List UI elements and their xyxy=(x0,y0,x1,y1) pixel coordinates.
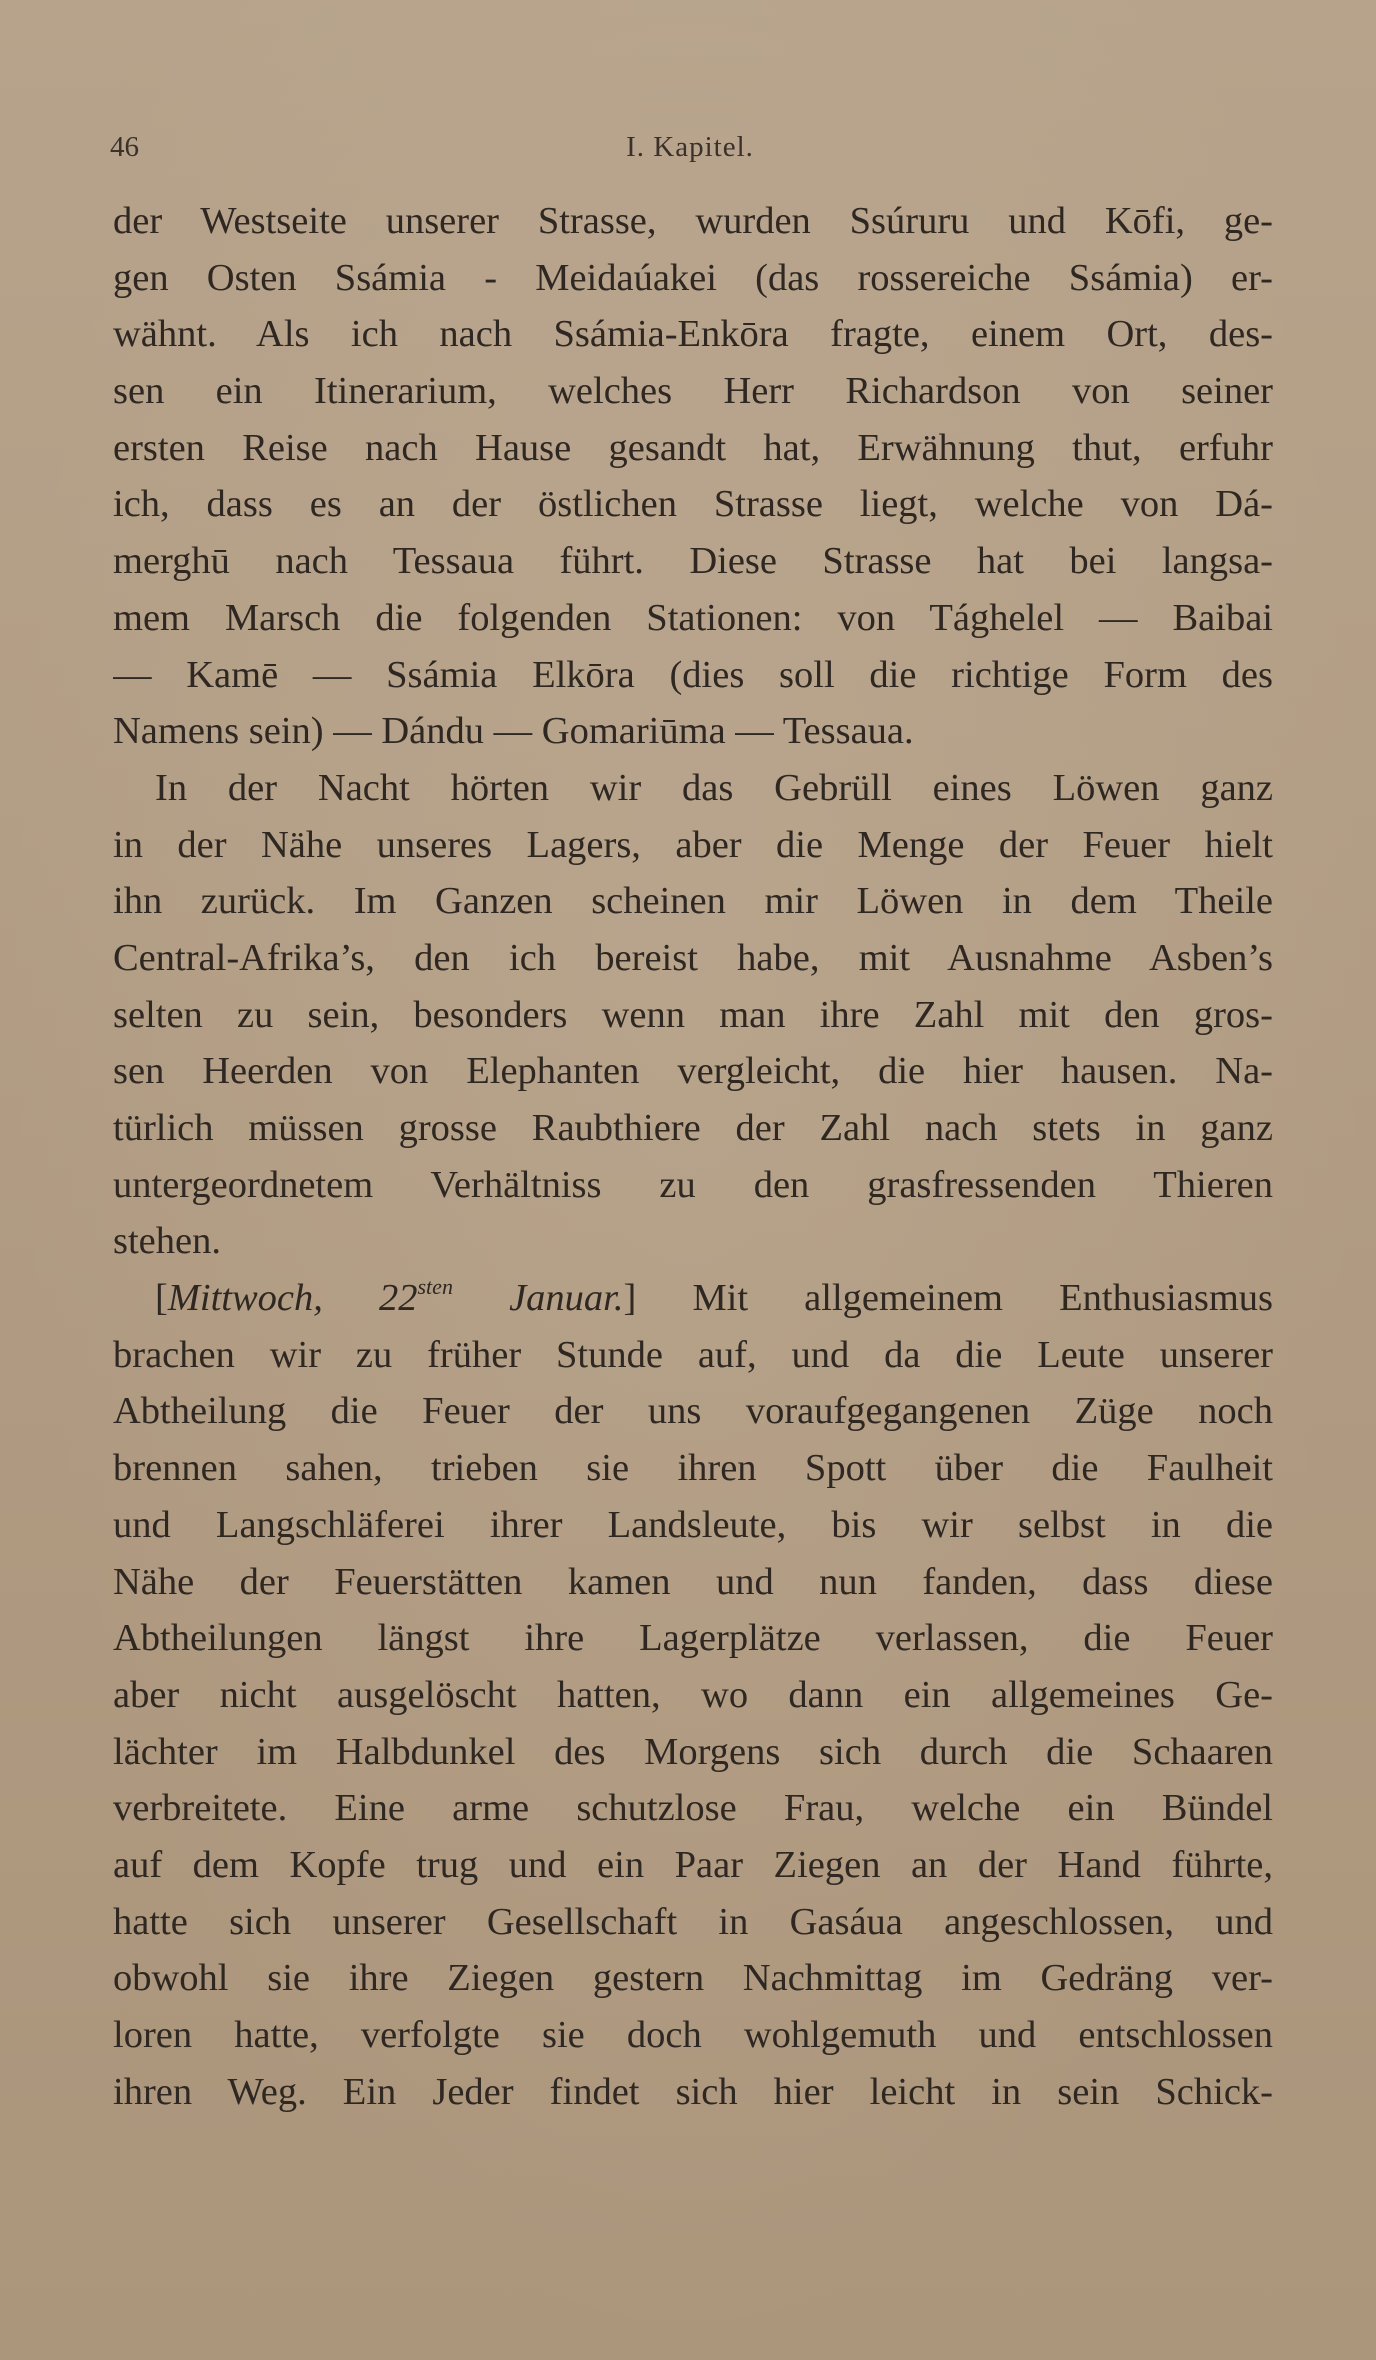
date-day-suffix: sten xyxy=(417,1274,453,1300)
text-line: ich, dass es an der östlichen Strasse liegt, welche von Dá- xyxy=(113,483,1273,526)
text-line: In der Nacht hörten wir das Gebrüll eines Löwen ganz xyxy=(155,766,1273,809)
text-line: gen Osten Ssámia - Meidaúakei (das rossereiche Ssámia) er- xyxy=(113,256,1273,299)
date-bracket-open: [ xyxy=(155,1277,168,1320)
date-bracket-close: ] xyxy=(623,1277,637,1320)
paragraph-3 xyxy=(113,1270,1273,2120)
text-line: aber nicht ausgelöscht hatten, wo dann ein allgemeines Ge- xyxy=(113,1673,1273,1716)
text-line: untergeordnetem Verhältniss zu den grasfressenden Thieren xyxy=(113,1163,1273,1206)
text-line: ihren Weg. Ein Jeder findet sich hier leicht in sein Schick- xyxy=(113,2070,1273,2113)
text-line: loren hatte, verfolgte sie doch wohlgemuth und entschlossen xyxy=(113,2014,1273,2056)
text-line: brachen wir zu früher Stunde auf, und da die Leute unserer xyxy=(113,1333,1273,1376)
text-line: türlich müssen grosse Raubthiere der Zahl nach stets in ganz xyxy=(113,1107,1273,1149)
chapter-title: I. Kapitel. xyxy=(626,131,754,163)
text-line: auf dem Kopfe trug und ein Paar Ziegen an der Hand führte, xyxy=(113,1843,1273,1886)
text-line: wähnt. Als ich nach Ssámia-Enkōra fragte, einem Ort, des- xyxy=(113,313,1273,356)
page-number: 46 xyxy=(110,131,139,163)
text-line: sen Heerden von Elephanten vergleicht, die hier hausen. Na- xyxy=(113,1050,1273,1093)
text-line: der Westseite unserer Strasse, wurden Ssúruru und Kōfi, ge- xyxy=(113,200,1273,242)
paragraph-2 xyxy=(113,760,1273,1270)
text-line: brennen sahen, trieben sie ihren Spott über die Faulheit xyxy=(113,1447,1273,1490)
text-line: Namens sein) — Dándu — Gomariūma — Tessaua. xyxy=(113,710,914,753)
text-line: — Kamē — Ssámia Elkōra (dies soll die richtige Form des xyxy=(113,653,1273,696)
text-line: selten zu sein, besonders wenn man ihre Zahl mit den gros- xyxy=(113,993,1273,1036)
date-day: $22^{sten}$ xyxy=(379,1274,453,1320)
text-fragment: Mit allgemeinem Enthusiasmus xyxy=(692,1277,1273,1320)
text-line: sen ein Itinerarium, welches Herr Richardson von seiner xyxy=(113,370,1273,413)
text-line: Abtheilungen längst ihre Lagerplätze verlassen, die Feuer xyxy=(113,1617,1273,1660)
paragraph-1 xyxy=(113,193,1273,760)
date-weekday: Mittwoch, xyxy=(167,1277,323,1320)
text-line: Central-Afrika’s, den ich bereist habe, mit Ausnahme Asben’s xyxy=(113,936,1273,979)
running-header xyxy=(110,131,1270,171)
date-month: Januar. xyxy=(509,1277,624,1320)
text-line: merghū nach Tessaua führt. Diese Strasse hat bei langsa- xyxy=(113,540,1273,583)
text-line: ersten Reise nach Hause gesandt hat, Erwähnung thut, erfuhr xyxy=(113,426,1273,469)
text-line: ihn zurück. Im Ganzen scheinen mir Löwen in dem Theile xyxy=(113,880,1273,923)
text-line: Abtheilung die Feuer der uns voraufgegangenen Züge noch xyxy=(113,1390,1273,1433)
text-line: mem Marsch die folgenden Stationen: von Tághelel — Baibai xyxy=(113,596,1273,639)
text-line: Nähe der Feuerstätten kamen und nun fanden, dass diese xyxy=(113,1560,1273,1603)
text-line: verbreitete. Eine arme schutzlose Frau, welche ein Bündel xyxy=(113,1787,1273,1830)
text-line: und Langschläferei ihrer Landsleute, bis wir selbst in die xyxy=(113,1503,1273,1546)
text-line: obwohl sie ihre Ziegen gestern Nachmittag im Gedräng ver- xyxy=(113,1957,1273,2000)
text-line: lächter im Halbdunkel des Morgens sich durch die Schaaren xyxy=(113,1730,1273,1773)
text-line: stehen. xyxy=(113,1220,221,1263)
text-line: in der Nähe unseres Lagers, aber die Menge der Feuer hielt xyxy=(113,823,1273,866)
dated-entry-line xyxy=(113,1270,1273,1327)
text-line: hatte sich unserer Gesellschaft in Gasáua angeschlossen, und xyxy=(113,1900,1273,1943)
body-text xyxy=(113,193,1273,2120)
